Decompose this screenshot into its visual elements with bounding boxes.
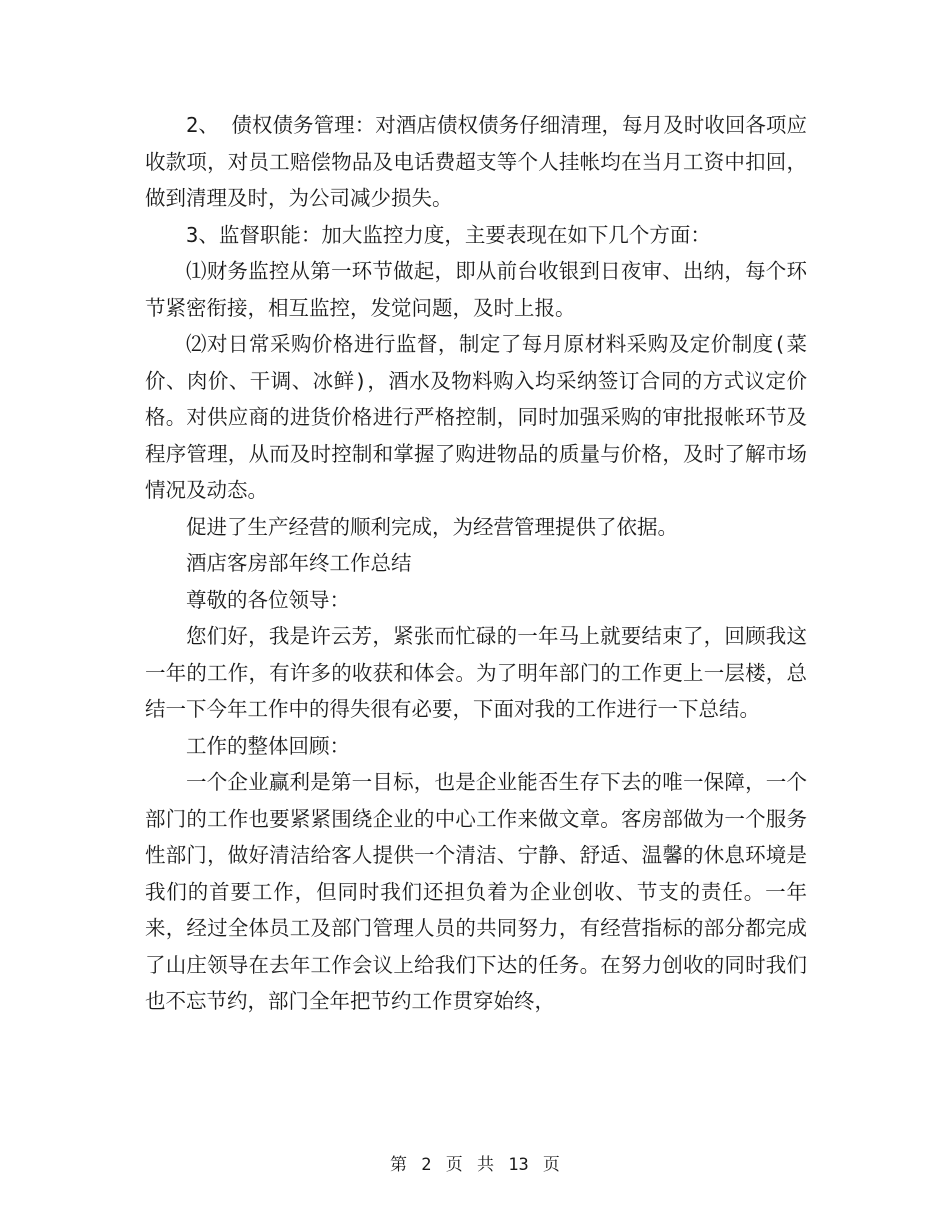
salutation: 尊敬的各位领导：	[186, 587, 350, 612]
section-title: 酒店客房部年终工作总结	[186, 551, 412, 575]
paragraph-procurement-price: ⑵对日常采购价格进行监督，制定了每月原材料采购及定价制度(菜价、肉价、干调、冰鲜)，酒水及物料购入均采纳签订合同的方式议定价格。对供应商的进货价格进行严格控制，同时加强采购的审批报帐环节及程序管理，从而及时控制和掌握了购进物品的质量与价格，及时了解市场情况及动态。	[145, 332, 807, 502]
page-number-footer: 第 2 页 共 13 页	[390, 1155, 560, 1175]
document-body	[145, 107, 807, 1020]
paragraph-supervision-heading: 3、监督职能：加大监控力度，主要表现在如下几个方面：	[186, 222, 711, 247]
paragraph-conclusion: 促进了生产经营的顺利完成，为经营管理提供了依据。	[186, 514, 678, 539]
paragraph-debt-management: 2、 债权债务管理：对酒店债权债务仔细清理，每月及时收回各项应收款项，对员工赔偿物品及电话费超支等个人挂帐均在当月工资中扣回，做到清理及时，为公司减少损失。	[145, 113, 807, 210]
paragraph-finance-monitoring: ⑴财务监控从第一环节做起，即从前台收银到日夜审、出纳，每个环节紧密衔接，相互监控，发觉问题，及时上报。	[145, 259, 807, 320]
paragraph-overall-review: 一个企业赢利是第一目标，也是企业能否生存下去的唯一保障，一个部门的工作也要紧紧围绕企业的中心工作来做文章。客房部做为一个服务性部门，做好清洁给客人提供一个清洁、宁静、舒适、温馨的休息环境是我们的首要工作，但同时我们还担负着为企业创收、节支的责任。一年来，经过全体员工及部门管理人员的共同努力，有经营指标的部分都完成了山庄领导在去年工作会议上给我们下达的任务。在努力创收的同时我们也不忘节约，部门全年把节约工作贯穿始终，	[145, 770, 807, 1013]
subheading-overall-review: 工作的整体回顾：	[186, 733, 350, 758]
paragraph-introduction: 您们好，我是许云芳，紧张而忙碌的一年马上就要结束了，回顾我这一年的工作，有许多的收获和体会。为了明年部门的工作更上一层楼，总结一下今年工作中的得失很有必要，下面对我的工作进行一下总结。	[145, 624, 807, 721]
